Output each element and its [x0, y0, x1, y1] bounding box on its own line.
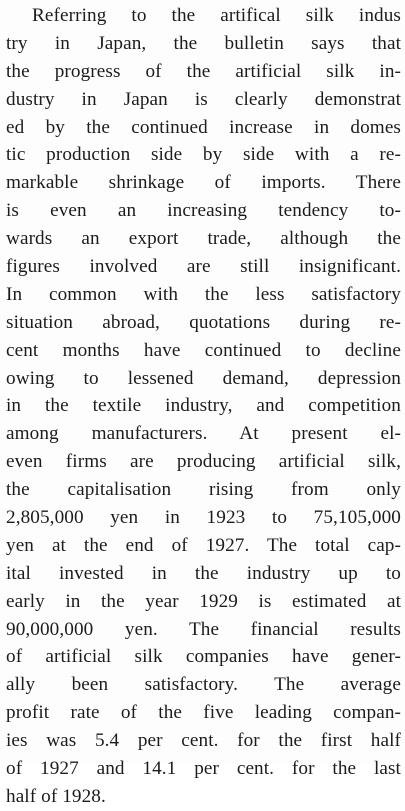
article-line: early in the year 1929 is estimated at: [6, 590, 401, 612]
article-line: tic production side by side with a re-: [6, 144, 401, 166]
article-line: 2,805,000 yen in 1923 to 75,105,000: [6, 507, 401, 529]
article-body: [6, 2, 401, 811]
article-line: Referring to the artifical silk indus: [32, 5, 401, 26]
article-line: situation abroad, quotations during re-: [6, 311, 401, 333]
article-line: ital invested in the industry up to: [6, 562, 401, 584]
article-line: yen at the end of 1927. The total cap-: [6, 534, 401, 556]
article-line: of 1927 and 14.1 per cent. for the last: [6, 758, 401, 780]
article-line: the progress of the artificial silk in-: [6, 60, 401, 82]
article-line: markable shrinkage of imports. There: [6, 172, 401, 194]
article-line: even firms are producing artificial silk,: [6, 451, 401, 473]
article-line: among manufacturers. At present el-: [6, 423, 401, 445]
article-line: In common with the less satisfactory: [6, 283, 401, 305]
article-line: 90,000,000 yen. The financial results: [6, 618, 401, 640]
article-line: dustry in Japan is clearly demonstrat: [6, 88, 401, 110]
article-line: ies was 5.4 per cent. for the first half: [6, 730, 401, 752]
article-line: try in Japan, the bulletin says that: [6, 32, 401, 54]
article-line: figures involved are still insignificant.: [6, 256, 401, 278]
article-line: half of 1928.: [6, 785, 106, 807]
article-line: cent months have continued to decline: [6, 339, 401, 361]
article-line: ed by the continued increase in domes: [6, 116, 401, 138]
article-line: profit rate of the five leading compan-: [6, 702, 401, 724]
article-line: ally been satisfactory. The average: [6, 674, 401, 696]
article-line: wards an export trade, although the: [6, 228, 401, 250]
article-line: of artificial silk companies have gener-: [6, 646, 401, 668]
article-line: is even an increasing tendency to-: [6, 200, 401, 222]
article-line: owing to lessened demand, depression: [6, 367, 401, 389]
article-line: the capitalisation rising from only: [6, 479, 401, 501]
article-line: in the textile industry, and competition: [6, 395, 401, 417]
